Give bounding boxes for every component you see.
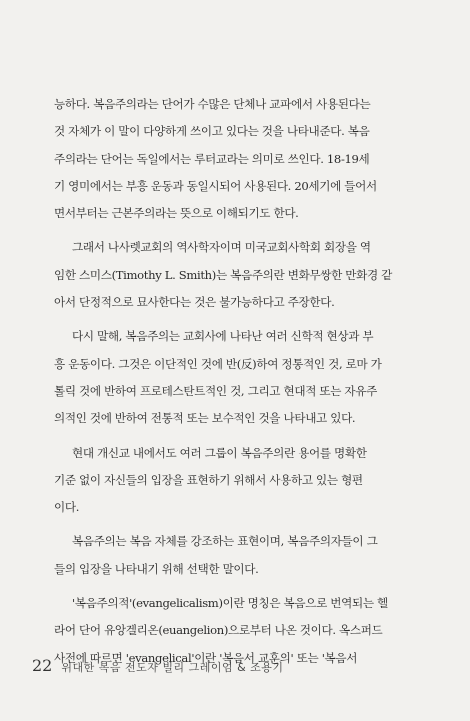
text-line: 톨릭 것에 반하여 프로테스탄트적인 것, 그리고 현대적 또는 자유주 bbox=[54, 383, 377, 398]
text-line: 사전에 따르면 'evangelical'이란 '복음서 교훈의' 또는 '복음서 bbox=[54, 650, 358, 665]
paragraph-2 bbox=[54, 234, 410, 316]
text-line: 기준 없이 자신들의 입장을 표현하기 위해서 사용하고 있는 형편 bbox=[54, 472, 363, 487]
text-line: 이다. bbox=[54, 500, 80, 515]
text-line: 면서부터는 근본주의라는 뜻으로 이해되기도 한다. bbox=[54, 206, 299, 221]
text-line: 주의라는 단어는 독일에서는 루터교라는 의미로 쓰인다. 18-19세 bbox=[54, 151, 370, 166]
text-line: 라어 단어 유앙겔리온(euangelion)으로부터 나온 것이다. 옥스퍼드 bbox=[54, 623, 383, 638]
text-line: 아서 단정적으로 묘사한다는 것은 불가능하다고 주장한다. bbox=[54, 295, 335, 310]
page-number: 22 bbox=[32, 656, 53, 675]
text-line: '복음주의적'(evangelicalism)이란 명칭은 복음으로 번역되는 헬 bbox=[72, 596, 388, 611]
paragraph-3 bbox=[54, 323, 410, 432]
text-line: 그래서 나사렛교회의 역사학자이며 미국교회사학회 회장을 역 bbox=[72, 240, 371, 255]
text-line: 현대 개신교 내에서도 여러 그룹이 복음주의란 용어를 명확한 bbox=[72, 445, 367, 460]
page-footer bbox=[32, 656, 284, 675]
text-line: 임한 스미스(Timothy L. Smith)는 복음주의란 변화무쌍한 만화경 같 bbox=[54, 267, 393, 282]
running-head: 위대한 복음 전도자 빌리 그레이엄 & 조용기 bbox=[61, 661, 284, 674]
text-line: 들의 입장을 나타내기 위해 선택한 말이다. bbox=[54, 561, 259, 576]
text-line: 능하다. 복음주의라는 단어가 수많은 단체나 교파에서 사용된다는 bbox=[54, 97, 371, 111]
paragraph-4 bbox=[54, 440, 410, 522]
text-line: 의적인 것에 반하여 전통적 또는 보수적인 것을 나타내고 있다. bbox=[54, 411, 356, 426]
text-line: 기 영미에서는 부흥 운동과 동일시되어 사용된다. 20세기에 들어서 bbox=[54, 178, 377, 193]
text-line: 흥 운동이다. 그것은 이단적인 것에 반(反)하여 정통적인 것, 로마 가 bbox=[54, 356, 382, 371]
text-line: 복음주의는 복음 자체를 강조하는 표현이며, 복음주의자들이 그 bbox=[72, 534, 378, 549]
text-line: 것 자체가 이 말이 다양하게 쓰이고 있다는 것을 나타내준다. 복음 bbox=[54, 124, 370, 139]
paragraph-1 bbox=[54, 91, 410, 227]
paragraph-5 bbox=[54, 528, 410, 583]
text-line: 다시 말해, 복음주의는 교회사에 나타난 여러 신학적 현상과 부 bbox=[72, 329, 374, 344]
body-text bbox=[54, 91, 410, 679]
